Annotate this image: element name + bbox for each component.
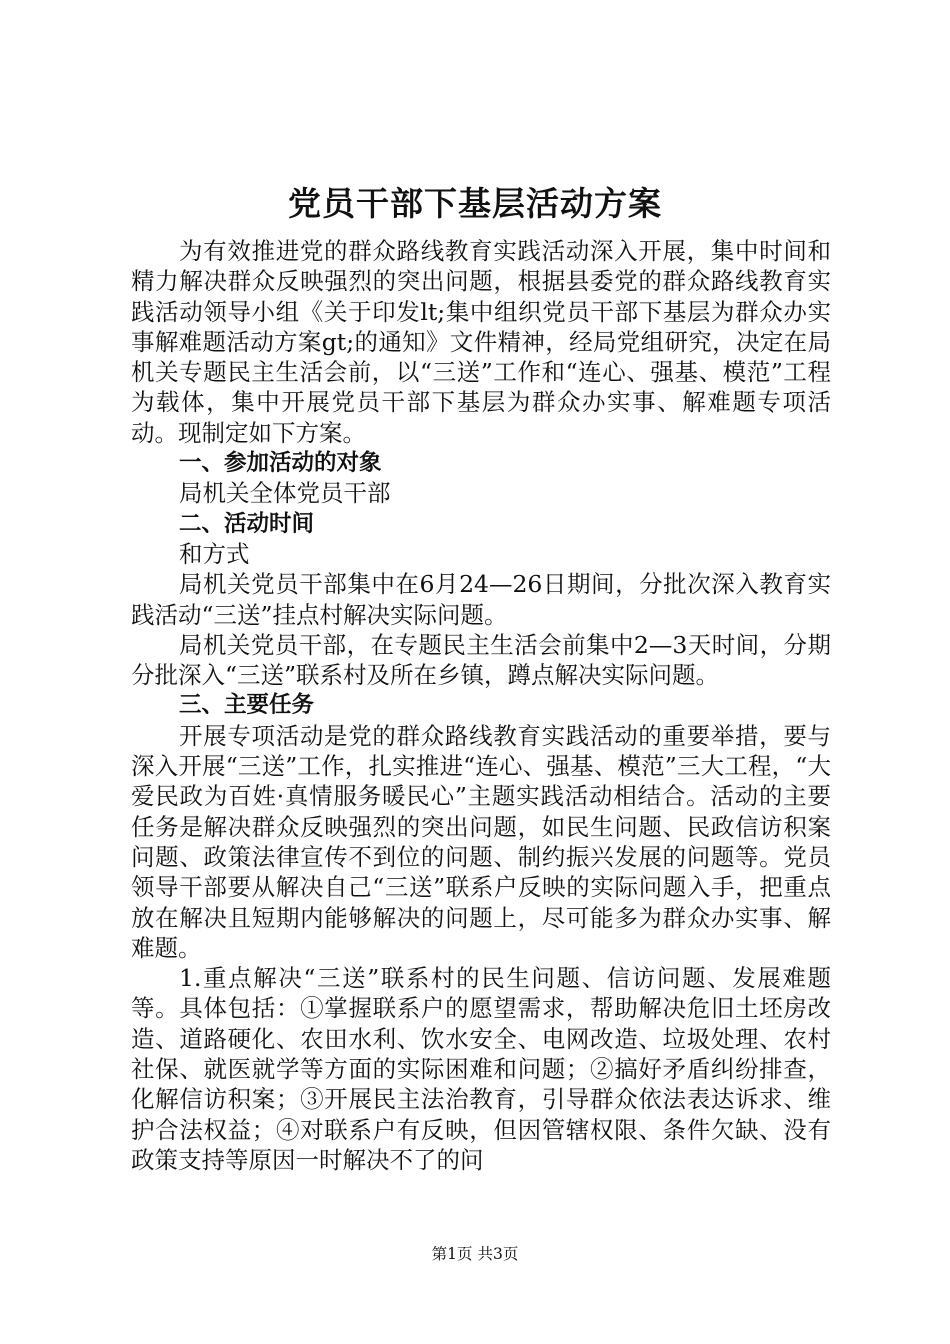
time-paragraph-2: 局机关党员干部，在专题民主生活会前集中2—3天时间，分期分批深入“三送”联系村及所在乡镇，蹲点解决实际问题。 (131, 630, 831, 690)
task-item-1-paragraph: 1.重点解决“三送”联系村的民生问题、信访问题、发展难题等。具体包括：①掌握联系户的愿望需求，帮助解决危旧土坯房改造、道路硬化、农田水利、饮水安全、电网改造、垃圾处理、农村社保、就医就学等方面的实际困难和问题；②搞好矛盾纠纷排查，化解信访积案；③开展民主法治教育，引导群众依法表达诉求、维护合法权益；④对联系户有反映，但因管辖权限、条件欠缺、没有政策支持等原因一时解决不了的问 (131, 964, 831, 1174)
section-heading-tasks: 三、主要任务 (179, 692, 315, 719)
participants-paragraph: 局机关全体党员干部 (179, 479, 391, 508)
section-heading-time: 二、活动时间 (179, 510, 315, 537)
time-paragraph-1: 局机关党员干部集中在6月24—26日期间，分批次深入教育实践活动“三送”挂点村解决实际问题。 (131, 570, 831, 629)
document-title: 党员干部下基层活动方案 (288, 184, 662, 223)
document-body (131, 236, 831, 1175)
time-subheading-paragraph: 和方式 (179, 539, 250, 568)
page-footer: 第1页 共3页 (431, 1245, 519, 1263)
section-heading-participants: 一、参加活动的对象 (179, 450, 382, 477)
intro-paragraph: 为有效推进党的群众路线教育实践活动深入开展，集中时间和精力解决群众反映强烈的突出问题，根据县委党的群众路线教育实践活动领导小组《关于印发lt;集中组织党员干部下基层为群众办实事解难题活动方案gt;的通知》文件精神，经局党组研究，决定在局机关专题民主生活会前，以“三送”工作和“连心、强基、模范”工程为载体，集中开展党员干部下基层为群众办实事、解难题专项活动。现制定如下方案。 (131, 237, 831, 447)
tasks-paragraph: 开展专项活动是党的群众路线教育实践活动的重要举措，要与深入开展“三送”工作，扎实推进“连心、强基、模范”三大工程，“大爱民政为百姓·真情服务暖民心”主题实践活动相结合。活动的主要任务是解决群众反映强烈的突出问题，如民生问题、民政信访积案问题、政策法律宣传不到位的问题、制约振兴发展的问题等。党员领导干部要从解决自己“三送”联系户反映的实际问题入手，把重点放在解决且短期内能够解决的问题上，尽可能多为群众办实事、解难题。 (131, 721, 831, 962)
